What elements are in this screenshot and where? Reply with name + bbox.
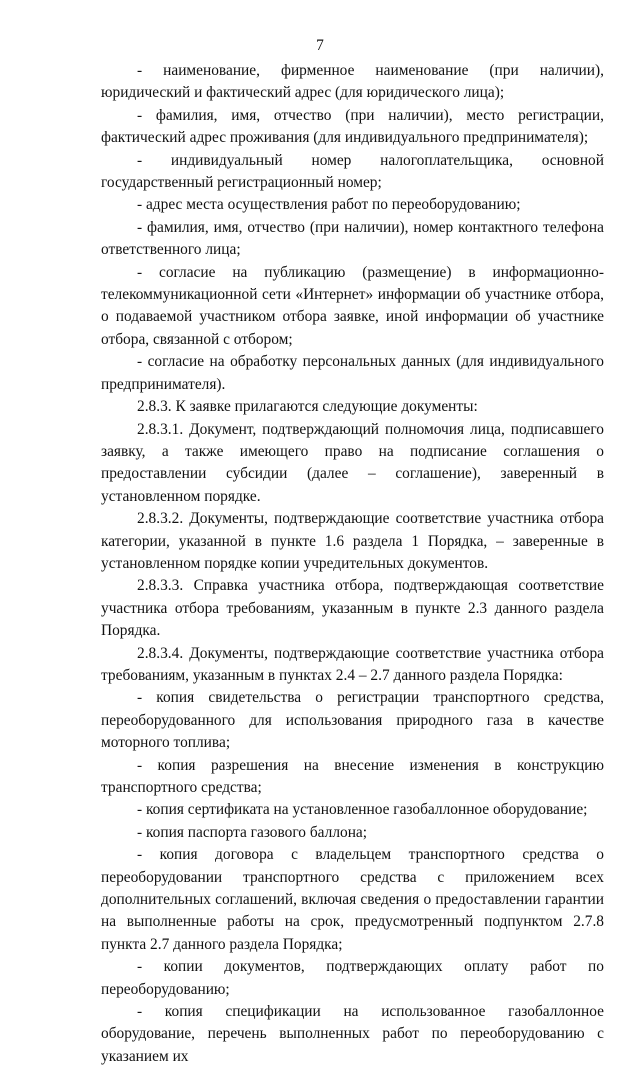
paragraph-inn-ogrn: - индивидуальный номер налогоплательщика, основной государственный регистрационный номер; (101, 151, 604, 192)
paragraph-registration-certificate: - копия свидетельства о регистрации транспортного средства, переоборудованного для использования природного газа в качестве моторного топлива; (101, 689, 604, 752)
paragraph-name-address: - наименование, фирменное наименование (при наличии), юридический и фактический адрес (для юридического лица); (101, 62, 604, 102)
paragraph-publication-consent: - согласие на публикацию (размещение) в информационно-телекоммуникационной сети «Интернет» информации об участнике отбора, о подаваемой участником отбора заявке, иной информации об участнике отбора, связанной с отбором; (101, 263, 604, 348)
paragraph-2-8-3-1: 2.8.3.1. Документ, подтверждающий полномочия лица, подписавшего заявку, а также имеющего право на подписание соглашения о предоставлении субсидии (далее – соглашение), заверенный в установленном порядке. (101, 420, 604, 505)
paragraph-equipment-certificate: - копия сертификата на установленное газобаллонное оборудование; (137, 801, 588, 819)
paragraph-2-8-3-2: 2.8.3.2. Документы, подтверждающие соответствие участника отбора категории, указанной в пункте 1.6 раздела 1 Порядка, – заверенные в установленном порядке копии учредительных документов. (101, 510, 604, 572)
paragraph-2-8-3-3: 2.8.3.3. Справка участника отбора, подтверждающая соответствие участника отбора требованиям, указанным в пункте 2.3 данного раздела Порядка. (101, 577, 604, 640)
paragraph-responsible-person: - фамилия, имя, отчество (при наличии), номер контактного телефона ответственного лица; (101, 218, 604, 259)
paragraph-equipment-specification: - копия спецификации на использованное газобаллонное оборудование, перечень выполненных работ по переоборудованию с указанием их (101, 1003, 604, 1065)
paragraph-modification-permit: - копия разрешения на внесение изменения в конструкцию транспортного средства; (101, 756, 604, 796)
paragraph-personal-data-consent: - согласие на обработку персональных данных (для индивидуального предпринимателя). (101, 353, 604, 393)
paragraph-owner-contract: - копия договора с владельцем транспортного средства о переоборудовании транспортного средства с приложением всех дополнительных соглашений, включая сведения о предоставлении гарантии на выполненные работы на срок, предусмотренный подпунктом 2.7.8 пункта 2.7 данного раздела Порядка; (101, 846, 604, 953)
paragraph-2-8-3-4: 2.8.3.4. Документы, подтверждающие соответствие участника отбора требованиям, указанным в пунктах 2.4 – 2.7 данного раздела Порядка: (101, 644, 604, 684)
paragraph-full-name-residence: - фамилия, имя, отчество (при наличии), место регистрации, фактический адрес проживания (для индивидуального предпринимателя); (101, 106, 604, 147)
paragraph-payment-documents: - копии документов, подтверждающих оплату работ по переоборудованию; (101, 958, 604, 998)
document-body (101, 60, 604, 1068)
paragraph-cylinder-passport: - копия паспорта газового баллона; (137, 823, 368, 841)
page-number: 7 (316, 37, 324, 54)
paragraph-2-8-3: 2.8.3. К заявке прилагаются следующие документы: (137, 398, 478, 416)
paragraph-work-address: - адрес места осуществления работ по переоборудованию; (137, 196, 521, 214)
